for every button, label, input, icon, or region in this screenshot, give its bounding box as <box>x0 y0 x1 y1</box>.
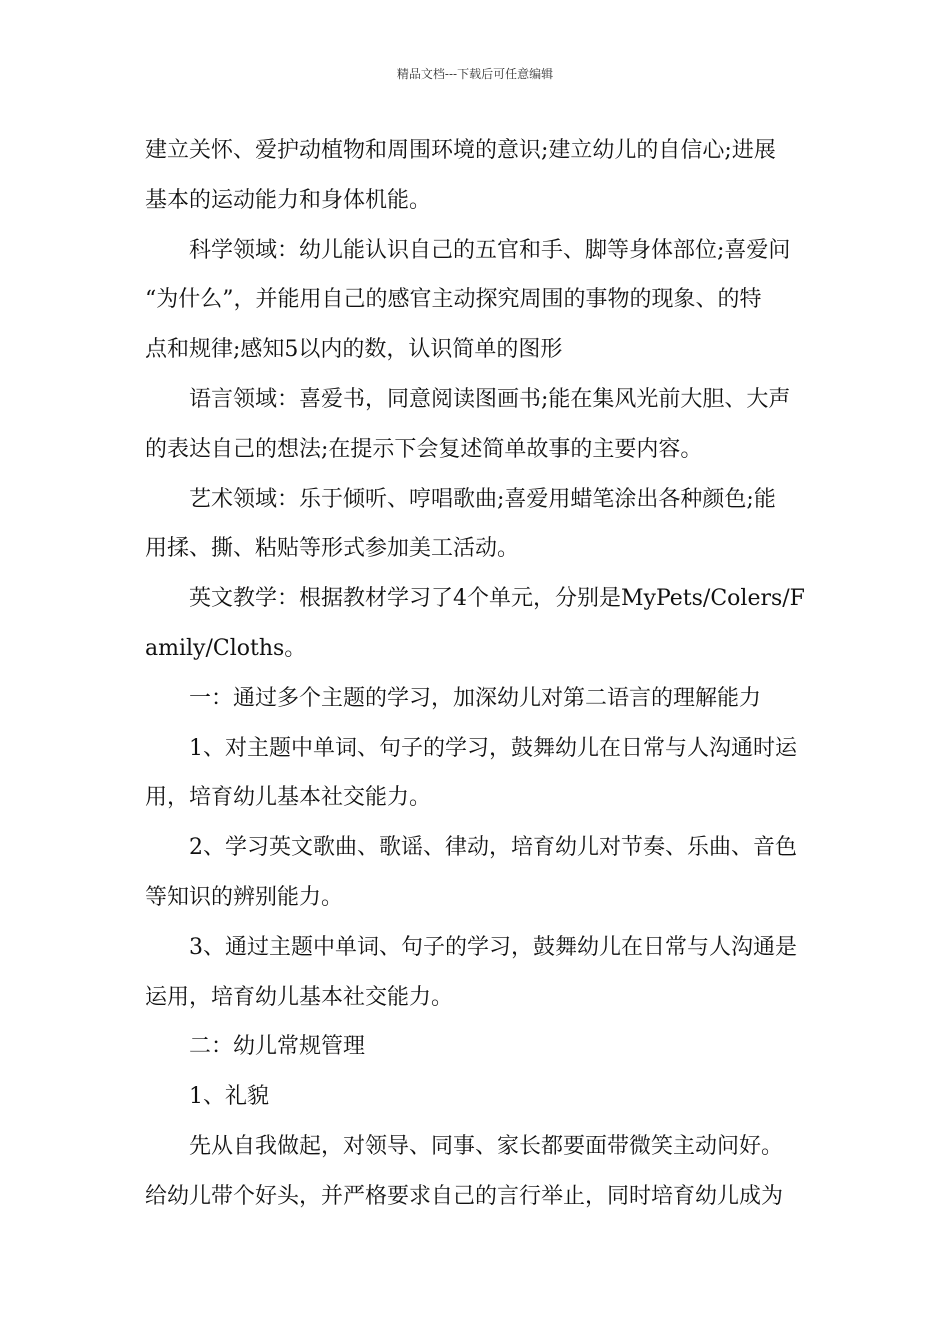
text-line: 英文教学：根据教材学习了4个单元，分别是MyPets/Colers/F <box>189 586 805 612</box>
text-line: 用揉、撕、粘贴等形式参加美工活动。 <box>145 536 520 562</box>
text-line: 给幼儿带个好头，并严格要求自己的言行举止，同时培育幼儿成为 <box>145 1183 784 1209</box>
text-line: 2、学习英文歌曲、歌谣、律动，培育幼儿对节奏、乐曲、音色 <box>189 835 797 861</box>
text-line: “为什么”，并能用自己的感官主动探究周围的事物的现象、的特 <box>145 287 762 313</box>
document-body <box>145 126 815 1222</box>
text-line: 1、对主题中单词、句子的学习，鼓舞幼儿在日常与人沟通时运 <box>189 735 797 761</box>
text-line: 科学领域：幼儿能认识自己的五官和手、脚等身体部位;喜爱问 <box>189 237 791 263</box>
text-line: 基本的运动能力和身体机能。 <box>145 187 432 213</box>
text-line: 艺术领域：乐于倾听、哼唱歌曲;喜爱用蜡笔涂出各种颜色;能 <box>189 486 776 512</box>
text-line: amily/Cloths。 <box>145 635 307 661</box>
text-line: 语言领域：喜爱书，同意阅读图画书;能在集风光前大胆、大声 <box>189 386 791 412</box>
text-line: 二：幼儿常规管理 <box>189 1034 366 1060</box>
text-line: 一：通过多个主题的学习，加深幼儿对第二语言的理解能力 <box>189 685 762 711</box>
text-line: 建立关怀、爱护动植物和周围环境的意识;建立幼儿的自信心;进展 <box>145 138 776 163</box>
text-line: 等知识的辨别能力。 <box>145 884 344 910</box>
text-line: 3、通过主题中单词、句子的学习，鼓舞幼儿在日常与人沟通是 <box>189 934 797 960</box>
text-line: 先从自我做起，对领导、同事、家长都要面带微笑主动问好。 <box>189 1133 784 1159</box>
text-line: 用，培育幼儿基本社交能力。 <box>145 785 432 811</box>
text-line: 的表达自己的想法;在提示下会复述简单故事的主要内容。 <box>145 436 703 462</box>
page-header: 精品文档---下载后可任意编辑 <box>396 67 554 81</box>
text-line: 点和规律;感知5以内的数，认识简单的图形 <box>145 337 563 363</box>
text-line: 运用，培育幼儿基本社交能力。 <box>145 984 454 1010</box>
text-line: 1、礼貌 <box>189 1084 269 1110</box>
